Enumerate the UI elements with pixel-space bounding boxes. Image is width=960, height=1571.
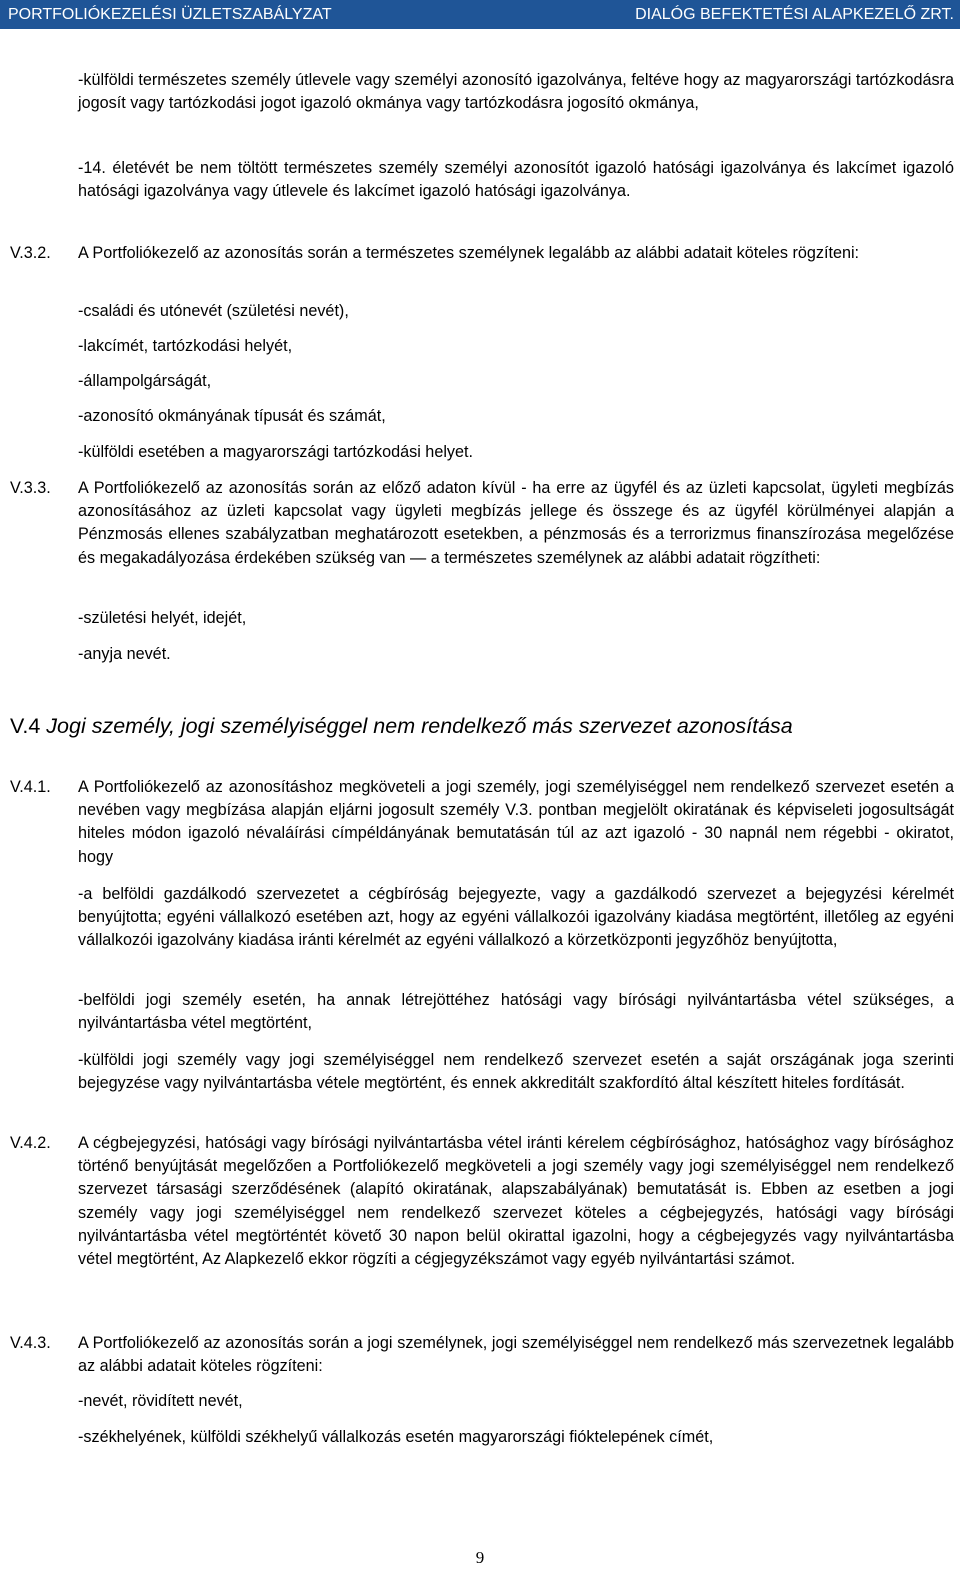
list-item: -anyja nevét.: [78, 645, 171, 663]
list-item: -székhelyének, külföldi székhelyű vállalkozás esetén magyarországi fióktelepének címét,: [78, 1428, 714, 1446]
paragraph-v41: A Portfoliókezelő az azonosításhoz megköveteli a jogi személy, jogi személyiséggel nem rendelkező szervezet esetén a nevében vagy megbízása alapján eljárni jogosult személy V.3. pontban megjelölt okiratának és képviseleti jogosultságát hiteles módon igazoló névaláírási címpéldányának bemutatásán túl az azt igazoló - 30 napnál nem régebbi - okiratot, hogy: [78, 778, 954, 866]
list-item: -belföldi jogi személy esetén, ha annak létrejöttéhez hatósági vagy bírósági nyilvántartásba vétel szükséges, a nyilvántartásba vétel megtörtént,: [78, 991, 954, 1033]
paragraph-v33: A Portfoliókezelő az azonosítás során az előző adaton kívül - ha erre az ügyfél és az üzleti kapcsolat, ügyleti megbízás azonosításához az üzleti kapcsolat vagy ügyleti megbízás jellege és összege és az ügyfél körülményei alapján a Pénzmosás ellenes szabályzatban meghatározott esetekben, a pénzmosás és a terrorizmus finanszírozása megelőzése és megakadályozása érdekében szükség van — a természetes személynek az alábbi adatait rögzítheti:: [78, 479, 954, 567]
list-item-minor-id: -14. életévét be nem töltött természetes személy személyi azonosítót igazoló hatósági igazolványa és lakcímet igazoló hatósági igazolványa vagy útlevele és lakcímet igazoló hatósági igazolványa.: [78, 159, 954, 201]
list-item: -családi és utónevét (születési nevét),: [78, 302, 349, 320]
document-header: [0, 0, 960, 29]
list-item: -külföldi esetében a magyarországi tartózkodási helyet.: [78, 443, 474, 461]
list-item-foreign-id: -külföldi természetes személy útlevele vagy személyi azonosító igazolványa, feltéve hogy az magyarországi tartózkodásra jogosít vagy tartózkodási jogot igazoló okmánya vagy tartózkodásra jogosító okmánya,: [78, 71, 954, 113]
list-item: -külföldi jogi személy vagy jogi személyiséggel nem rendelkező szervezet esetén a saját országának joga szerinti bejegyzése vagy nyilvántartásba vétele megtörtént, és ennek akkreditált szakfordító által készített hiteles fordítását.: [78, 1051, 954, 1093]
paragraph-number-v42: V.4.2.: [10, 1134, 51, 1152]
paragraph-number-v43: V.4.3.: [10, 1334, 51, 1352]
section-heading-v4: [10, 712, 950, 740]
header-title-left: PORTFOLIÓKEZELÉSI ÜZLETSZABÁLYZAT: [8, 6, 332, 23]
page-number: 9: [475, 1548, 485, 1567]
section-heading-number: V.4: [10, 714, 41, 738]
list-item: -állampolgárságát,: [78, 372, 212, 390]
paragraph-v32: A Portfoliókezelő az azonosítás során a természetes személynek legalább az alábbi adatait köteles rögzíteni:: [78, 244, 860, 262]
section-heading-text: Jogi személy, jogi személyiséggel nem rendelkező más szervezet azonosítása: [40, 714, 793, 738]
list-item: -azonosító okmányának típusát és számát,: [78, 407, 386, 425]
paragraph-number-v41: V.4.1.: [10, 778, 51, 796]
paragraph-number-v32: V.3.2.: [10, 244, 51, 262]
paragraph-v43: A Portfoliókezelő az azonosítás során a jogi személynek, jogi személyiséggel nem rendelkező más szervezetnek legalább az alábbi adatait köteles rögzíteni:: [78, 1334, 954, 1376]
paragraph-v42: A cégbejegyzési, hatósági vagy bírósági nyilvántartásba vétel iránti kérelem cégbírósághoz, hatósághoz vagy bírósághoz történő benyújtását megelőzően a Portfoliókezelő megköveteli a jogi személy vagy jogi személyiséggel nem rendelkező szervezet társasági szerződésének (alapító okiratának, alapszabályának) bemutatását is. Ebben az esetben a jogi személy vagy jogi személyiséggel nem rendelkező szervezet köteles a cégbejegyzés, hatósági vagy bírósági nyilvántartásba vétel megtörténtét követő 30 napon belül okirattal igazolni, hogy a cégbejegyzés vagy nyilvántartásba vétel megtörtént, Az Alapkezelő ekkor rögzíti a cégjegyzékszámot vagy egyéb nyilvántartási számot.: [78, 1134, 954, 1269]
list-item: -születési helyét, idejét,: [78, 609, 247, 627]
paragraph-number-v33: V.3.3.: [10, 479, 51, 497]
list-item: -a belföldi gazdálkodó szervezetet a cégbíróság bejegyezte, vagy a gazdálkodó szervezet a bejegyzési kérelmét benyújtotta; egyéni vállalkozó esetében azt, hogy az egyéni vállalkozói igazolvány kiadása megtörtént, illetőleg az egyéni vállalkozói igazolvány kiadása iránti kérelmét az egyéni vállalkozó a körzetközponti jegyzőhöz benyújtotta,: [78, 885, 954, 950]
list-item: -nevét, rövidített nevét,: [78, 1392, 243, 1410]
list-item: -lakcímét, tartózkodási helyét,: [78, 337, 293, 355]
header-title-right: DIALÓG BEFEKTETÉSI ALAPKEZELŐ ZRT.: [635, 6, 954, 23]
